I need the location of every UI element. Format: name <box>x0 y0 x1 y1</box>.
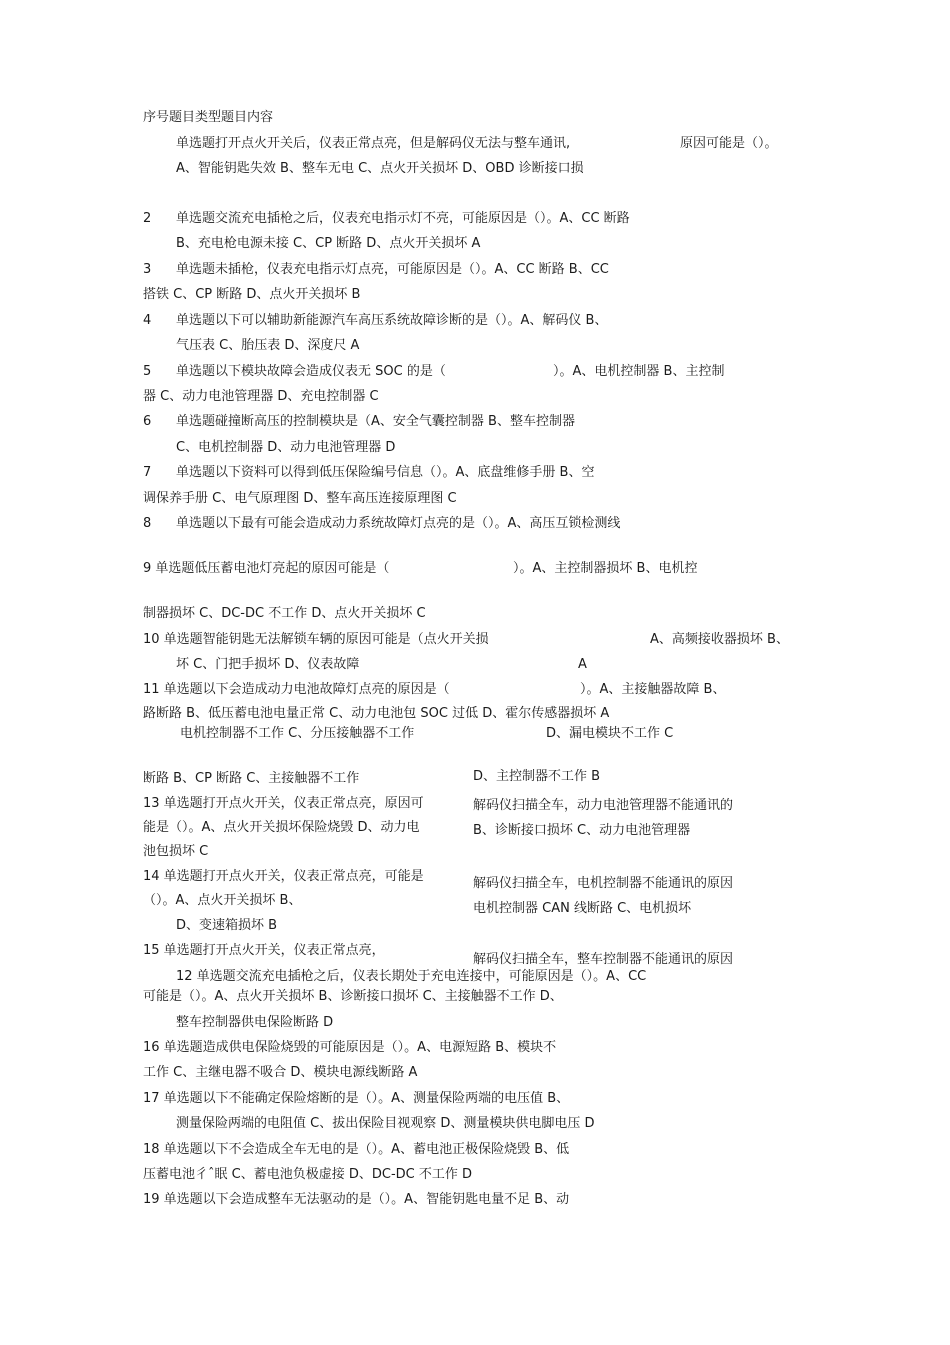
question-8-line-1: 单选题以下最有可能会造成动力系统故障灯点亮的是（）。A、高压互锁检测线 <box>176 516 621 531</box>
question-2-line-1: 单选题交流充电插枪之后，仪表充电指示灯不亮，可能原因是（）。A、CC 断路 <box>176 211 630 226</box>
question-15-line-2: 可能是（）。A、点火开关损坏 B、诊断接口损坏 C、主接触器不工作 D、 <box>143 989 563 1004</box>
question-2-line-2: B、充电枪电源未接 C、CP 断路 D、点火开关损坏 A <box>176 236 481 251</box>
question-11-line-2: 路断路 B、低压蓄电池电量正常 C、动力电池包 SOC 过低 D、霍尔传感器损坏 A <box>143 706 610 721</box>
question-2-number: 2 <box>143 211 152 226</box>
question-4-line-1: 单选题以下可以辅助新能源汽车高压系统故障诊断的是（）。A、解码仪 B、 <box>176 313 608 328</box>
question-17-line-1: 17 单选题以下不能确定保险熔断的是（）。A、测量保险两端的电压值 B、 <box>143 1091 570 1106</box>
question-3-line-2: 搭铁 C、CP 断路 D、点火开关损坏 B <box>143 287 361 302</box>
question-13-line-1: 13 单选题打开点火开关，仪表正常点亮，原因可 <box>143 796 424 811</box>
question-6-number: 6 <box>143 414 152 429</box>
question-3-line-1: 单选题未插枪，仪表充电指示灯点亮，可能原因是（）。A、CC 断路 B、CC <box>176 262 609 277</box>
question-4-line-2: 气压表 C、胎压表 D、深度尺 A <box>176 338 360 353</box>
question-16-line-1: 16 单选题造成供电保险烧毁的可能原因是（）。A、电源短路 B、模块不 <box>143 1040 557 1055</box>
question-14-right-1: 解码仪扫描全车，电机控制器不能通讯的原因 <box>473 876 734 891</box>
question-9-line-1b: ）。A、主控制器损坏 B、电机控 <box>513 561 698 576</box>
question-7-line-2: 调保养手册 C、电气原理图 D、整车高压连接原理图 C <box>143 491 457 506</box>
question-19-line-1: 19 单选题以下会造成整车无法驱动的是（）。A、智能钥匙电量不足 B、动 <box>143 1192 570 1207</box>
question-13-line-2: 能是（）。A、点火开关损坏保险烧毁 D、动力电 <box>143 820 420 835</box>
question-9-line-1: 9 单选题低压蓄电池灯亮起的原因可能是（ <box>143 561 390 576</box>
question-1-line-1b: 原因可能是（）。 <box>680 136 778 151</box>
question-7-number: 7 <box>143 465 152 480</box>
question-10-line-1: 10 单选题智能钥匙无法解锁车辆的原因可能是（点火开关损 <box>143 632 489 647</box>
question-10-line-2: 坏 C、门把手损坏 D、仪表故障 <box>176 657 360 672</box>
question-17-line-2: 测量保险两端的电阻值 C、拔出保险目视观察 D、测量模块供电脚电压 D <box>176 1116 595 1131</box>
question-11-line-1: 11 单选题以下会造成动力电池故障灯点亮的原因是（ <box>143 682 450 697</box>
question-14-line-2: （）。A、点火开关损坏 B、 <box>143 893 302 908</box>
question-1-line-1: 单选题打开点火开关后，仪表正常点亮，但是解码仪无法与整车通讯, <box>176 136 571 151</box>
question-13-right-2: B、诊断接口损坏 C、动力电池管理器 <box>473 823 691 838</box>
question-10-line-1b: A、高频接收器损坏 B、 <box>650 632 789 647</box>
question-14-right-2: 电机控制器 CAN 线断路 C、电机损坏 <box>473 901 692 916</box>
question-11-line-1b: ）。A、主接触器故障 B、 <box>580 682 726 697</box>
question-12-line-1: 12 单选题交流充电插枪之后，仪表长期处于充电连接中，可能原因是（）。A、CC <box>176 969 647 984</box>
question-6-line-1: 单选题碰撞断高压的控制模块是（A、安全气囊控制器 B、整车控制器 <box>176 414 575 429</box>
question-15-line-1: 15 单选题打开点火开关，仪表正常点亮， <box>143 943 385 958</box>
question-1-line-2: A、智能钥匙失效 B、整车无电 C、点火开关损坏 D、OBD 诊断接口损 <box>176 161 584 176</box>
question-15-right-1: 解码仪扫描全车，整车控制器不能通讯的原因 <box>473 952 734 967</box>
question-18-line-1: 18 单选题以下不会造成全车无电的是（）。A、蓄电池正极保险烧毁 B、低 <box>143 1142 570 1157</box>
question-5-line-1: 单选题以下模块故障会造成仪表无 SOC 的是（ <box>176 364 446 379</box>
question-6-line-2: C、电机控制器 D、动力电池管理器 D <box>176 440 396 455</box>
question-15-line-3: 整车控制器供电保险断路 D <box>176 1015 334 1030</box>
question-5-line-2: 器 C、动力电池管理器 D、充电控制器 C <box>143 389 379 404</box>
question-5-number: 5 <box>143 364 152 379</box>
question-5-line-1b: ）。A、电机控制器 B、主控制 <box>553 364 725 379</box>
question-11-line-3b: D、漏电模块不工作 C <box>546 726 674 741</box>
question-14-line-1: 14 单选题打开点火开关，仪表正常点亮，可能是 <box>143 869 424 884</box>
fragment-left-line: 断路 B、CP 断路 C、主接触器不工作 <box>143 771 360 786</box>
question-3-number: 3 <box>143 262 152 277</box>
question-18-line-2: 压蓄电池彳ˆ眠 C、蓄电池负极虚接 D、DC-DC 不工作 D <box>143 1167 472 1182</box>
question-13-line-3: 池包损坏 C <box>143 844 209 859</box>
question-9-line-2: 制器损坏 C、DC-DC 不工作 D、点火开关损坏 C <box>143 606 426 621</box>
question-7-line-1: 单选题以下资料可以得到低压保险编号信息（）。A、底盘维修手册 B、空 <box>176 465 595 480</box>
table-header: 序号题目类型题目内容 <box>143 110 274 125</box>
question-8-number: 8 <box>143 516 152 531</box>
fragment-right-line: D、主控制器不工作 B <box>473 769 601 784</box>
question-4-number: 4 <box>143 313 152 328</box>
question-14-line-3: D、变速箱损坏 B <box>176 918 278 933</box>
question-10-answer: A <box>578 657 587 672</box>
question-16-line-2: 工作 C、主继电器不吸合 D、模块电源线断路 A <box>143 1065 418 1080</box>
question-11-line-3: 电机控制器不工作 C、分压接触器不工作 <box>180 726 415 741</box>
question-13-right-1: 解码仪扫描全车，动力电池管理器不能通讯的 <box>473 798 734 813</box>
